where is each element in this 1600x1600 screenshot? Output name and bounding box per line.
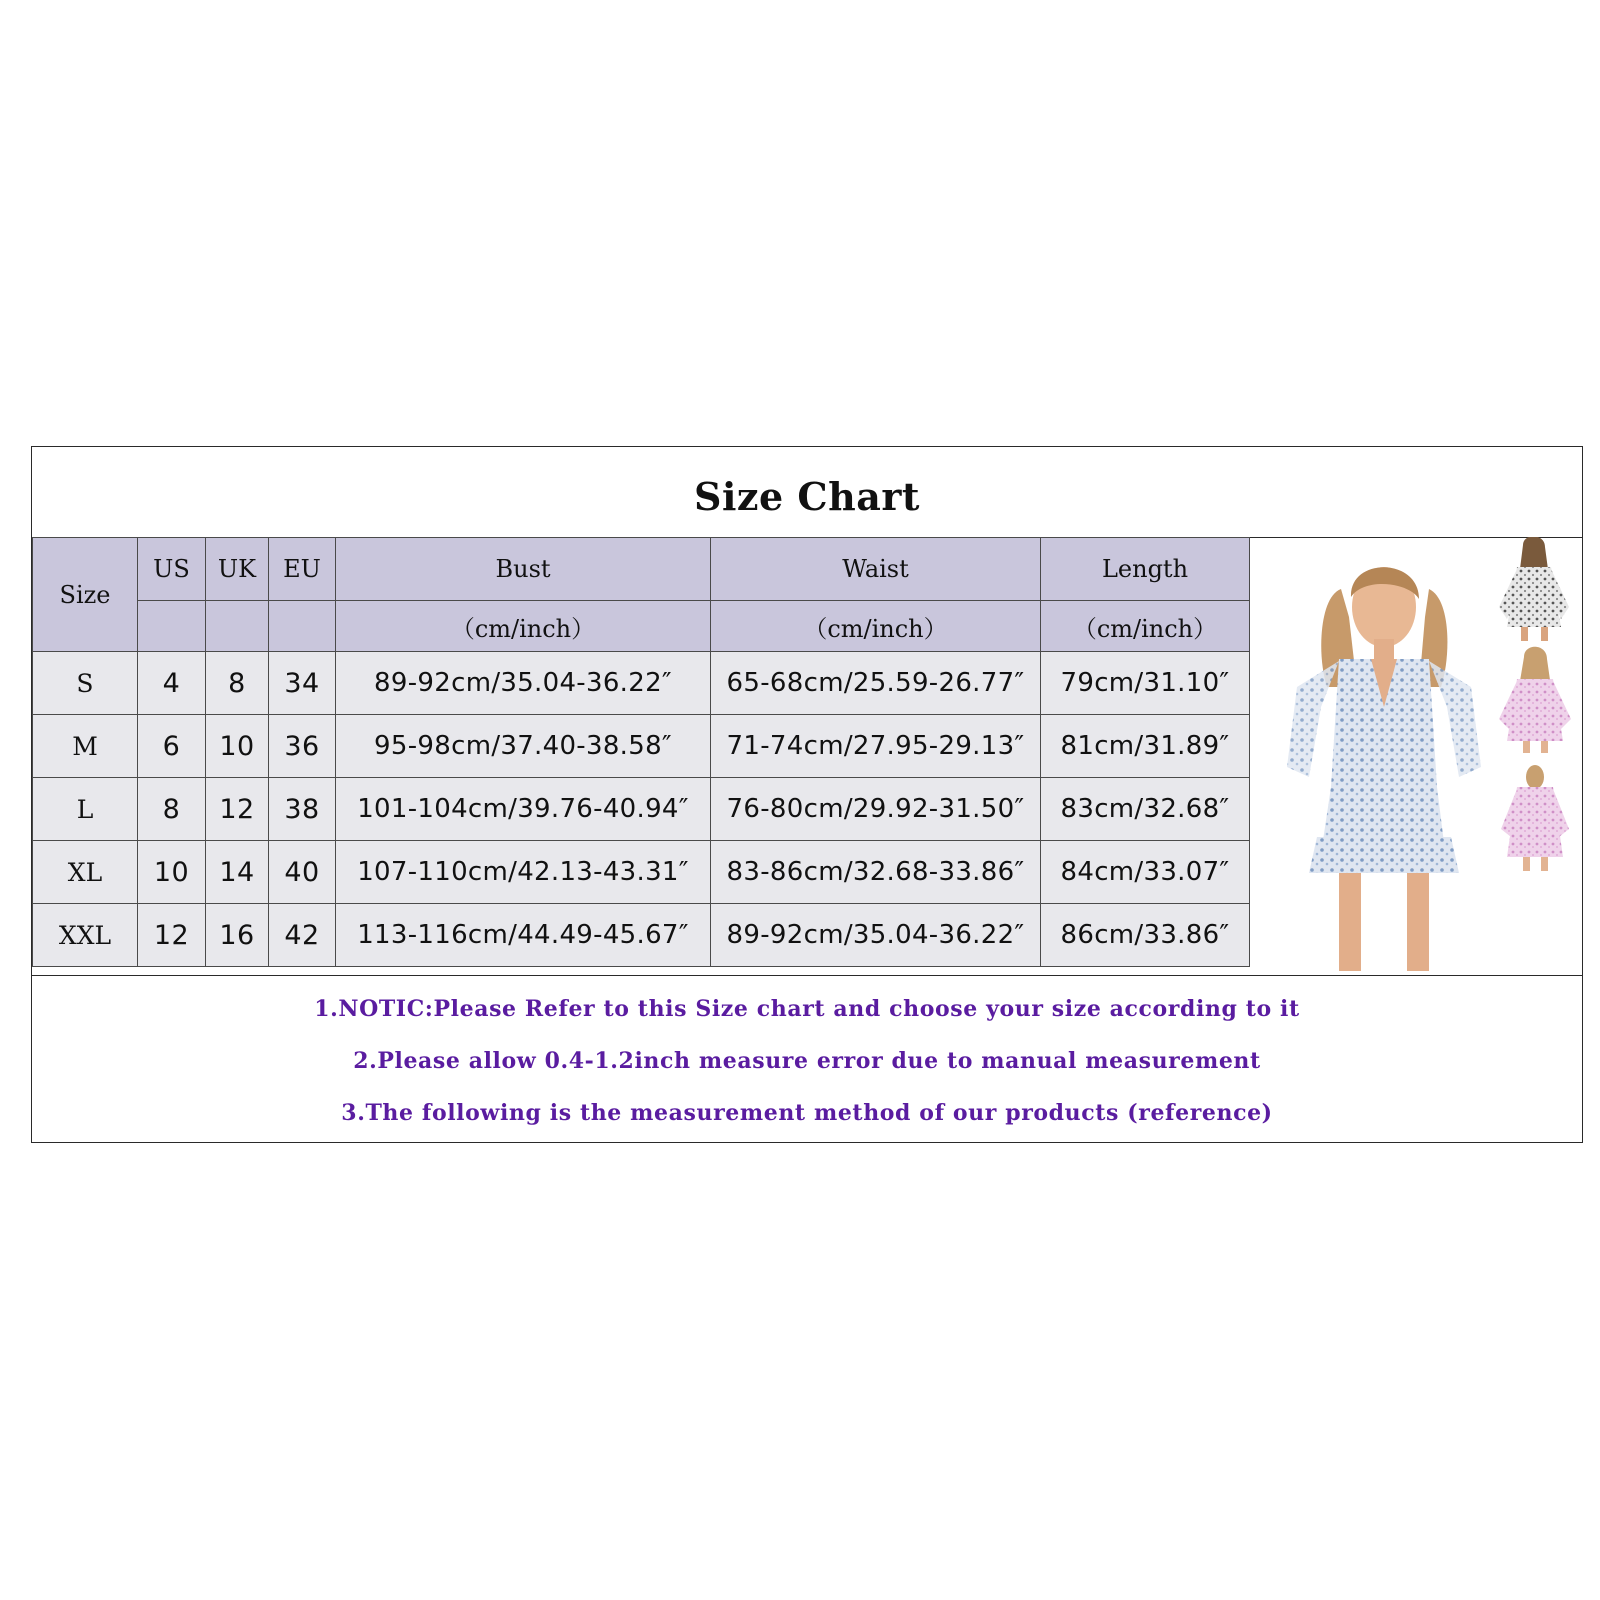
cell-size: XXL xyxy=(33,904,138,967)
unit-length: （cm/inch） xyxy=(1041,601,1250,652)
header-eu: EU xyxy=(269,538,336,601)
note-1: 1.NOTIC:Please Refer to this Size chart and choose your size according to it xyxy=(314,996,1300,1022)
header-length: Length xyxy=(1041,538,1250,601)
thumbnail-pink-romper-back xyxy=(1501,765,1569,871)
cell-us: 4 xyxy=(138,652,206,715)
cell-length: 84cm/33.07″ xyxy=(1041,841,1250,904)
cell-bust: 101-104cm/39.76-40.94″ xyxy=(336,778,711,841)
cell-bust: 89-92cm/35.04-36.22″ xyxy=(336,652,711,715)
cell-length: 83cm/32.68″ xyxy=(1041,778,1250,841)
notes-section xyxy=(32,975,1582,1144)
cell-bust: 107-110cm/42.13-43.31″ xyxy=(336,841,711,904)
cell-uk: 16 xyxy=(206,904,269,967)
unit-waist: （cm/inch） xyxy=(711,601,1041,652)
table-row xyxy=(33,841,1250,904)
thumbnail-pink-romper xyxy=(1499,647,1571,753)
cell-length: 79cm/31.10″ xyxy=(1041,652,1250,715)
size-chart-frame xyxy=(31,446,1583,1143)
romper-illustration xyxy=(1279,537,1583,975)
cell-uk: 10 xyxy=(206,715,269,778)
table-row xyxy=(33,715,1250,778)
cell-bust: 95-98cm/37.40-38.58″ xyxy=(336,715,711,778)
cell-size: M xyxy=(33,715,138,778)
header-size: Size xyxy=(33,538,138,652)
header-row xyxy=(33,538,1250,601)
main-model xyxy=(1287,567,1481,971)
cell-us: 10 xyxy=(138,841,206,904)
cell-waist: 83-86cm/32.68-33.86″ xyxy=(711,841,1041,904)
cell-size: S xyxy=(33,652,138,715)
cell-waist: 65-68cm/25.59-26.77″ xyxy=(711,652,1041,715)
title-row xyxy=(32,447,1582,538)
cell-bust: 113-116cm/44.49-45.67″ xyxy=(336,904,711,967)
cell-eu: 34 xyxy=(269,652,336,715)
size-table xyxy=(32,537,1250,967)
cell-uk: 12 xyxy=(206,778,269,841)
header-waist: Waist xyxy=(711,538,1041,601)
cell-length: 81cm/31.89″ xyxy=(1041,715,1250,778)
cell-eu: 42 xyxy=(269,904,336,967)
unit-bust: （cm/inch） xyxy=(336,601,711,652)
unit-eu-empty xyxy=(269,601,336,652)
thumbnail-dark-romper xyxy=(1499,537,1569,641)
note-2: 2.Please allow 0.4-1.2inch measure error due to manual measurement xyxy=(353,1048,1261,1074)
cell-size: L xyxy=(33,778,138,841)
cell-eu: 38 xyxy=(269,778,336,841)
unit-row xyxy=(33,601,1250,652)
cell-waist: 76-80cm/29.92-31.50″ xyxy=(711,778,1041,841)
cell-uk: 8 xyxy=(206,652,269,715)
cell-us: 6 xyxy=(138,715,206,778)
cell-us: 8 xyxy=(138,778,206,841)
unit-uk-empty xyxy=(206,601,269,652)
product-photo xyxy=(1279,537,1583,975)
cell-size: XL xyxy=(33,841,138,904)
cell-length: 86cm/33.86″ xyxy=(1041,904,1250,967)
cell-uk: 14 xyxy=(206,841,269,904)
table-row xyxy=(33,904,1250,967)
cell-eu: 36 xyxy=(269,715,336,778)
table-row xyxy=(33,778,1250,841)
header-bust: Bust xyxy=(336,538,711,601)
unit-us-empty xyxy=(138,601,206,652)
header-us: US xyxy=(138,538,206,601)
cell-waist: 89-92cm/35.04-36.22″ xyxy=(711,904,1041,967)
cell-us: 12 xyxy=(138,904,206,967)
table-row xyxy=(33,652,1250,715)
cell-waist: 71-74cm/27.95-29.13″ xyxy=(711,715,1041,778)
note-3: 3.The following is the measurement method of our products (reference) xyxy=(341,1100,1273,1126)
chart-title: Size Chart xyxy=(694,473,920,519)
header-uk: UK xyxy=(206,538,269,601)
cell-eu: 40 xyxy=(269,841,336,904)
